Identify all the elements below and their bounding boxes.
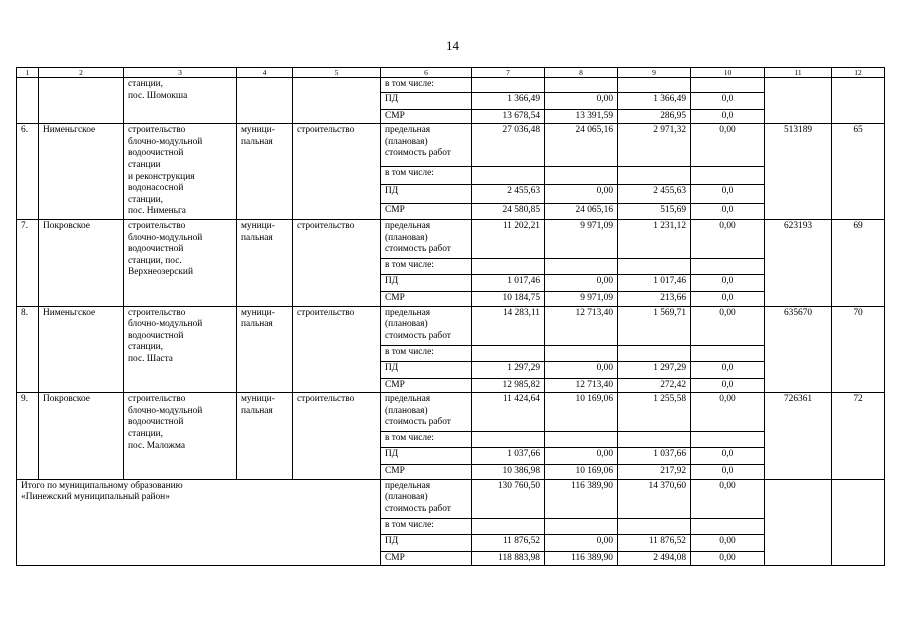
- text-line: блочно-модульной: [128, 232, 203, 243]
- cost-c9: [618, 258, 691, 274]
- text-line: (плановая): [385, 405, 428, 416]
- text-line: стоимость работ: [385, 330, 451, 341]
- cost-c8: 0,00: [545, 448, 618, 465]
- cost-label: [381, 361, 472, 378]
- text-line: станции, пос.: [128, 255, 182, 266]
- cost-c8: 116 389,90: [545, 551, 618, 566]
- cost-c7: 12 985,82: [472, 378, 545, 393]
- cost-c9: 1 231,12: [618, 219, 691, 258]
- table-row: [17, 219, 885, 258]
- cost-c8: [545, 345, 618, 361]
- text-line: СМР: [385, 204, 405, 215]
- cost-label: [381, 534, 472, 551]
- cost-c7: 11 424,64: [472, 393, 545, 432]
- cost-c10: 0,0: [691, 109, 765, 124]
- cost-c9: 2 494,08: [618, 551, 691, 566]
- column-number: 7: [472, 68, 545, 78]
- cost-c7: [472, 518, 545, 534]
- cost-c7: 2 455,63: [472, 184, 545, 203]
- cost-c7: 14 283,11: [472, 306, 545, 345]
- cost-label: [381, 274, 472, 291]
- cost-c8: 10 169,06: [545, 393, 618, 432]
- text-line: станции,: [128, 194, 163, 205]
- cost-c9: 217,92: [618, 465, 691, 480]
- text-line: пос. Маложма: [128, 440, 186, 451]
- municipality: Покровское: [39, 219, 124, 306]
- cost-label: [381, 345, 472, 361]
- code-value: 513189: [765, 124, 832, 220]
- cost-c9: [618, 432, 691, 448]
- ownership: [237, 393, 293, 480]
- cost-c10: 0,0: [691, 448, 765, 465]
- column-number: 9: [618, 68, 691, 78]
- text-line: пос. Нименьга: [128, 206, 186, 217]
- code-value: 726361: [765, 393, 832, 480]
- cost-c10: [691, 518, 765, 534]
- cost-label: [381, 219, 472, 258]
- cost-c8: 12 713,40: [545, 378, 618, 393]
- cost-c9: 1 017,46: [618, 274, 691, 291]
- index-value: 69: [832, 219, 885, 306]
- column-number: 4: [237, 68, 293, 78]
- row-number: 7.: [17, 219, 39, 306]
- cost-c7: 10 184,75: [472, 291, 545, 306]
- text-line: водоочистной: [128, 330, 184, 341]
- text-line: пальная: [241, 136, 273, 147]
- text-line: и реконструкция: [128, 171, 195, 182]
- cost-label: ПД: [381, 92, 472, 109]
- cost-label: [381, 291, 472, 306]
- text-line: (плановая): [385, 319, 428, 330]
- text-line: ПД: [385, 449, 399, 460]
- cost-c8: 24 065,16: [545, 203, 618, 219]
- cost-c9: 1 366,49: [618, 92, 691, 109]
- cost-c8: 0,00: [545, 184, 618, 203]
- text-line: пос. Шомокша: [128, 90, 188, 101]
- text-line: ПД: [385, 185, 399, 196]
- column-number: 5: [293, 68, 381, 78]
- column-number: 11: [765, 68, 832, 78]
- text-line: пос. Шаста: [128, 353, 173, 364]
- cost-label: [381, 448, 472, 465]
- text-line: (плановая): [385, 136, 428, 147]
- row-number: 9.: [17, 393, 39, 480]
- cost-c10: 0,0: [691, 361, 765, 378]
- cost-c10: 0,0: [691, 203, 765, 219]
- row-number-cell: [17, 78, 39, 124]
- cost-c10: 0,0: [691, 291, 765, 306]
- text-line: стоимость работ: [385, 244, 451, 255]
- text-line: Верхнеозерский: [128, 267, 193, 278]
- cost-c8: 9 971,09: [545, 291, 618, 306]
- text-line: стоимость работ: [385, 503, 451, 514]
- cost-c8: 24 065,16: [545, 124, 618, 167]
- column-number: 10: [691, 68, 765, 78]
- cost-label: [381, 479, 472, 518]
- cost-c7: 27 036,48: [472, 124, 545, 167]
- cost-c10: 0,0: [691, 378, 765, 393]
- cost-label: [381, 465, 472, 480]
- text-line: в том числе:: [385, 433, 434, 444]
- text-line: станции,: [128, 342, 163, 353]
- cost-c8: 0,00: [545, 534, 618, 551]
- cost-c10: 0,00: [691, 479, 765, 518]
- text-line: блочно-модульной: [128, 319, 203, 330]
- cost-c9: 213,66: [618, 291, 691, 306]
- text-line: в том числе:: [385, 519, 434, 530]
- column-number: 12: [832, 68, 885, 78]
- text-line: (плановая): [385, 492, 428, 503]
- text-line: ПД: [385, 275, 399, 286]
- cost-c7: 1 366,49: [472, 92, 545, 109]
- text-line: предельная: [385, 220, 431, 231]
- cost-c9: 515,69: [618, 203, 691, 219]
- cost-c8: 9 971,09: [545, 219, 618, 258]
- cost-c9: [618, 78, 691, 93]
- cost-c8: [545, 518, 618, 534]
- cost-label: [381, 518, 472, 534]
- text-line: СМР: [385, 379, 405, 390]
- ownership-cell: [237, 78, 293, 124]
- text-line: станции,: [128, 428, 163, 439]
- object-cell: [124, 78, 237, 124]
- cost-c7: [472, 432, 545, 448]
- work-type: строительство: [293, 306, 381, 393]
- cost-label: [381, 258, 472, 274]
- cost-c10: 0,0: [691, 92, 765, 109]
- cost-c7: [472, 345, 545, 361]
- cost-c10: [691, 345, 765, 361]
- page-number: 14: [446, 38, 459, 53]
- cost-c7: [472, 258, 545, 274]
- ownership: [237, 219, 293, 306]
- cost-c8: 0,00: [545, 274, 618, 291]
- municipality: Покровское: [39, 393, 124, 480]
- work-type-cell: [293, 78, 381, 124]
- code-value: 635670: [765, 306, 832, 393]
- cost-c7: 13 678,54: [472, 109, 545, 124]
- cost-c7: [472, 167, 545, 185]
- text-line: стоимость работ: [385, 417, 451, 428]
- text-line: строительство: [128, 394, 186, 405]
- text-line: предельная: [385, 125, 431, 136]
- cost-c10: 0,00: [691, 219, 765, 258]
- text-line: станции,: [128, 79, 163, 89]
- text-line: водоочистной: [128, 148, 184, 159]
- cost-label: [381, 393, 472, 432]
- text-line: Итого по муниципальному образованию: [21, 480, 183, 491]
- cost-c8: [545, 432, 618, 448]
- cost-c7: [472, 78, 545, 93]
- cost-c10: 0,0: [691, 465, 765, 480]
- index-value: 72: [832, 393, 885, 480]
- investment-program-table: [16, 67, 885, 566]
- object-description: [124, 393, 237, 480]
- column-number: 1: [17, 68, 39, 78]
- cost-c9: 14 370,60: [618, 479, 691, 518]
- text-line: водоочистной: [128, 244, 184, 255]
- cost-c10: [691, 432, 765, 448]
- cost-c9: 2 971,32: [618, 124, 691, 167]
- object-description: [124, 306, 237, 393]
- text-line: в том числе:: [385, 259, 434, 270]
- column-number-row: [17, 68, 885, 78]
- text-line: предельная: [385, 307, 431, 318]
- cost-c7: 1 017,46: [472, 274, 545, 291]
- cost-c10: [691, 258, 765, 274]
- cost-c7: 11 202,21: [472, 219, 545, 258]
- text-line: водонасосной: [128, 183, 184, 194]
- total-label: [17, 479, 381, 566]
- cost-c9: 1 297,29: [618, 361, 691, 378]
- cost-c8: [545, 258, 618, 274]
- cost-c8: 0,00: [545, 361, 618, 378]
- cost-label: [381, 551, 472, 566]
- table-row: [17, 393, 885, 432]
- row-number: 8.: [17, 306, 39, 393]
- text-line: пальная: [241, 232, 273, 243]
- cost-c8: [545, 78, 618, 93]
- cost-c10: 0,00: [691, 124, 765, 167]
- text-line: СМР: [385, 552, 405, 563]
- cost-c8: 0,00: [545, 92, 618, 109]
- cost-label: [381, 378, 472, 393]
- work-type: строительство: [293, 219, 381, 306]
- text-line: «Пинежский муниципальный район»: [21, 492, 170, 503]
- text-line: в том числе:: [385, 346, 434, 357]
- index-cell: [832, 78, 885, 124]
- cost-c7: 11 876,52: [472, 534, 545, 551]
- table-row: [17, 306, 885, 345]
- column-number: 3: [124, 68, 237, 78]
- code-cell: [765, 479, 832, 566]
- cost-c9: [618, 167, 691, 185]
- text-line: муници-: [241, 125, 275, 136]
- code-cell: [765, 78, 832, 124]
- index-value: 65: [832, 124, 885, 220]
- text-line: блочно-модульной: [128, 405, 203, 416]
- cost-label: [381, 203, 472, 219]
- text-line: СМР: [385, 466, 405, 477]
- cost-c9: 11 876,52: [618, 534, 691, 551]
- column-number: 8: [545, 68, 618, 78]
- column-number: 2: [39, 68, 124, 78]
- cost-c7: 1 297,29: [472, 361, 545, 378]
- cost-c10: 0,0: [691, 274, 765, 291]
- table-row: [17, 124, 885, 167]
- text-line: строительство: [128, 125, 186, 136]
- text-line: пальная: [241, 405, 273, 416]
- cost-c10: 0,00: [691, 551, 765, 566]
- text-line: водоочистной: [128, 417, 184, 428]
- municipality-cell: [39, 78, 124, 124]
- cost-label: [381, 184, 472, 203]
- text-line: муници-: [241, 220, 275, 231]
- object-description: [124, 124, 237, 220]
- cost-c7: 24 580,85: [472, 203, 545, 219]
- text-line: строительство: [128, 307, 186, 318]
- cost-c10: [691, 78, 765, 93]
- index-value: 70: [832, 306, 885, 393]
- cost-label: [381, 432, 472, 448]
- text-line: предельная: [385, 480, 431, 491]
- ownership: [237, 306, 293, 393]
- text-line: муници-: [241, 307, 275, 318]
- work-type: строительство: [293, 393, 381, 480]
- text-line: станции: [128, 159, 161, 170]
- cost-label: в том числе:: [381, 78, 472, 93]
- text-line: в том числе:: [385, 168, 434, 179]
- cost-c10: 0,00: [691, 534, 765, 551]
- cost-label: [381, 124, 472, 167]
- text-line: предельная: [385, 394, 431, 405]
- cost-c9: 286,95: [618, 109, 691, 124]
- cost-c8: 116 389,90: [545, 479, 618, 518]
- table-row: [17, 479, 885, 518]
- table-body: [17, 68, 885, 566]
- work-type: строительство: [293, 124, 381, 220]
- text-line: строительство: [128, 220, 186, 231]
- cost-c9: 272,42: [618, 378, 691, 393]
- cost-c7: 130 760,50: [472, 479, 545, 518]
- cost-c10: 0,00: [691, 306, 765, 345]
- index-cell: [832, 479, 885, 566]
- text-line: ПД: [385, 535, 399, 546]
- municipality: Нименьгское: [39, 306, 124, 393]
- cost-c10: 0,00: [691, 393, 765, 432]
- cost-label: СМР: [381, 109, 472, 124]
- code-value: 623193: [765, 219, 832, 306]
- cost-c9: [618, 345, 691, 361]
- table-row: [17, 78, 885, 93]
- text-line: ПД: [385, 362, 399, 373]
- text-line: пальная: [241, 319, 273, 330]
- cost-c8: 10 169,06: [545, 465, 618, 480]
- cost-c8: 12 713,40: [545, 306, 618, 345]
- row-number: 6.: [17, 124, 39, 220]
- municipality: Нименьгское: [39, 124, 124, 220]
- cost-c9: 2 455,63: [618, 184, 691, 203]
- text-line: СМР: [385, 292, 405, 303]
- cost-c10: 0,0: [691, 184, 765, 203]
- text-line: блочно-модульной: [128, 136, 203, 147]
- column-number: 6: [381, 68, 472, 78]
- text-line: (плановая): [385, 232, 428, 243]
- object-description: [124, 219, 237, 306]
- cost-c7: 10 386,98: [472, 465, 545, 480]
- cost-c7: 1 037,66: [472, 448, 545, 465]
- cost-c10: [691, 167, 765, 185]
- cost-c8: 13 391,59: [545, 109, 618, 124]
- cost-c9: 1 037,66: [618, 448, 691, 465]
- cost-c9: [618, 518, 691, 534]
- cost-c9: 1 569,71: [618, 306, 691, 345]
- text-line: муници-: [241, 394, 275, 405]
- cost-c7: 118 883,98: [472, 551, 545, 566]
- text-line: стоимость работ: [385, 148, 451, 159]
- ownership: [237, 124, 293, 220]
- cost-c9: 1 255,58: [618, 393, 691, 432]
- cost-label: [381, 306, 472, 345]
- cost-label: [381, 167, 472, 185]
- cost-c8: [545, 167, 618, 185]
